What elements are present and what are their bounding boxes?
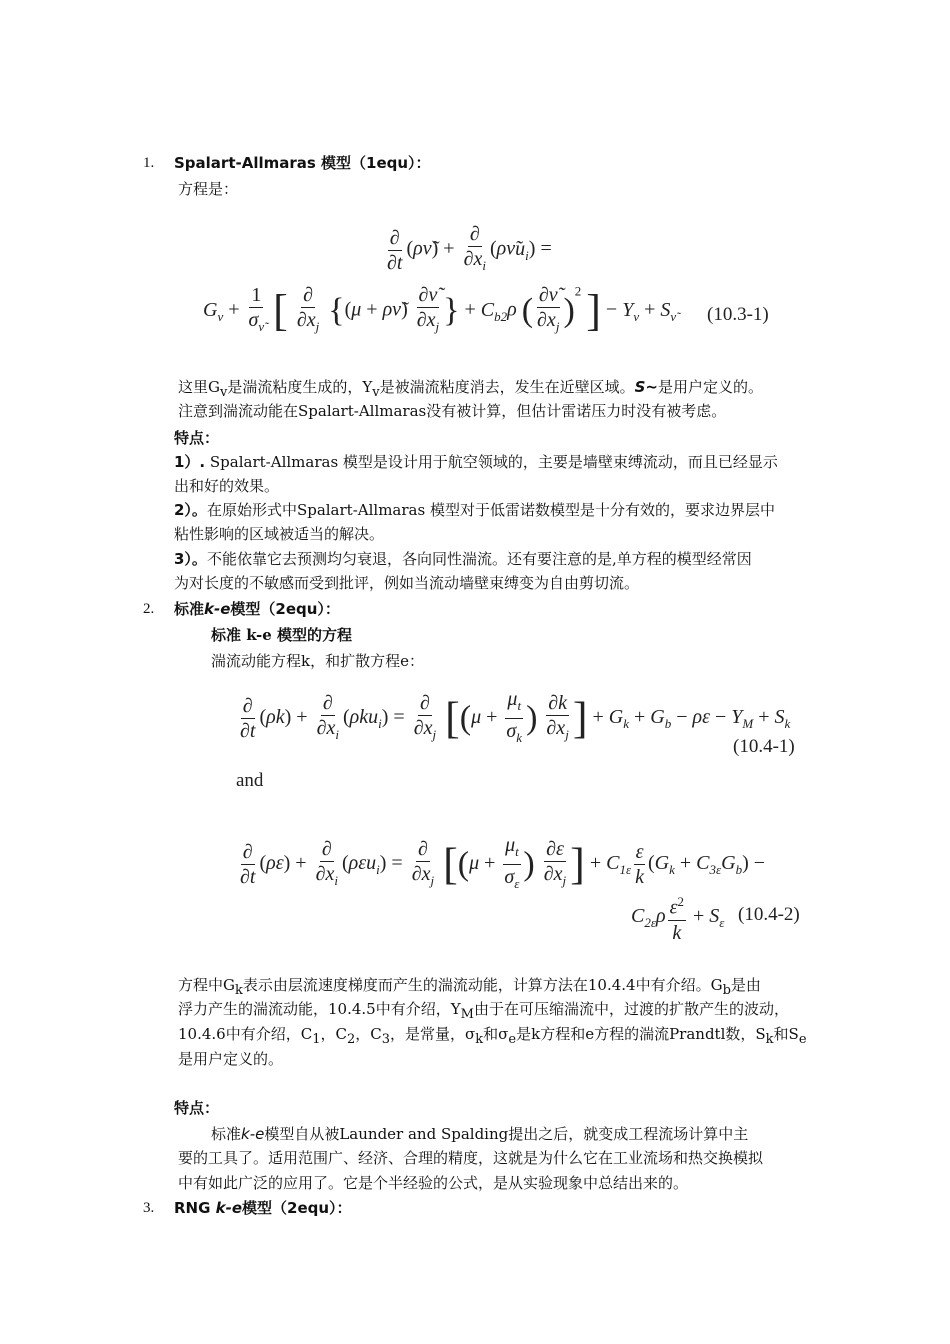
section-1-feature-2: 2）。在原始形式中Spalart-Allmaras 模型对于低雷诺数模型是十分有效的，要求边界层中 [174, 501, 775, 519]
section-2-heading: 标准k-e模型（2equ）： [174, 600, 340, 618]
equation-and-word: and [236, 770, 264, 791]
section-2-features-line-2: 要的工具了。适用范围广、经济、合理的精度，这就是为什么它在工业流场和热交换模拟 [178, 1149, 764, 1167]
section-2-subtitle: 标准 k-e 模型的方程 [211, 626, 352, 644]
section-1-intro: 方程是： [178, 180, 239, 198]
section-1-para-1: 这里$G_v$是湍流粘度生成的，$Y_v$是被湍流粘度消去，发生在近壁区域。S~是用户定义的。 [178, 378, 764, 400]
section-3-heading: RNG k-e模型（2equ）： [174, 1199, 352, 1217]
equation-10-3-1-tag: (10.3-1) [707, 304, 769, 325]
section-1-feature-3-cont: 为对长度的不敏感而受到批评，例如当流动墙壁束缚变为自由剪切流。 [174, 574, 640, 592]
section-1-heading: Spalart-Allmaras 模型（1equ）： [174, 154, 431, 172]
equation-10-4-2-line2: $C_{2\varepsilon}\rho$ $\frac{\varepsilon^2}{k}$ + $S_\varepsilon$ [631, 890, 724, 945]
section-2-features-heading: 特点： [174, 1099, 220, 1117]
list-number-1: 1. [143, 155, 155, 171]
section-1-features-heading: 特点： [174, 429, 220, 447]
list-number-2: 2. [143, 601, 155, 617]
section-2-intro: 湍流动能方程k，和扩散方程e： [211, 652, 424, 670]
equation-10-3-1-line2: $G_\nu$ + $\frac{1}{\sigma_{\nũ}}$ [ $\frac{\partial}{\partial x_j}$ {(μ + ρν̃) $\frac{\partial\nũ}{\partial x_j}$ } + $C_{b2}\rho$ ( $\frac{\partial\nũ}{\partial x_j}$ )$^2$ ] − $Y_\nu + S_{\nũ}$ [203, 283, 677, 335]
list-number-3: 3. [143, 1200, 155, 1216]
section-2-para-4: 是用户定义的。 [178, 1050, 284, 1068]
section-2-features-line-1: 标准k-e模型自从被Launder and Spalding提出之后，就变成工程流场计算中主 [211, 1125, 749, 1143]
section-2-para-1: 方程中$G_k$表示由层流速度梯度而产生的湍流动能，计算方法在10.4.4中有介绍。$G_b$是由 [178, 976, 761, 998]
equation-10-4-1-tag: (10.4-1) [733, 736, 795, 757]
section-1-feature-3: 3）。不能依靠它去预测均匀衰退，各向同性湍流。还有要注意的是,单方程的模型经常因 [174, 550, 752, 568]
section-1-feature-2-cont: 粘性影响的区域被适当的解决。 [174, 525, 385, 543]
section-1-feature-1-cont: 出和好的效果。 [174, 477, 280, 495]
section-1-para-2: 注意到湍流动能在Spalart-Allmaras没有被计算，但估计雷诺压力时没有被考虑。 [178, 402, 727, 420]
section-2-para-2: 浮力产生的湍流动能，10.4.5中有介绍，$Y_M$由于在可压缩湍流中，过渡的扩散产生的波动， [178, 1000, 789, 1022]
section-1-feature-1: 1）. Spalart-Allmaras 模型是设计用于航空领域的，主要是墙壁束缚流动，而且已经显示 [174, 453, 778, 471]
section-2-features-line-3: 中有如此广泛的应用了。它是个半经验的公式，是从实验现象中总结出来的。 [178, 1174, 689, 1192]
equation-10-4-1: $\frac{\partial}{\partial t}$ (ρk) + $\frac{\partial}{\partial x_i}$ (ρku$_i$) = $\frac{\partial}{\partial x_j}$ [(μ + $\frac{\mu_t}{\sigma_k}$ ) $\frac{\partial k}{\partial x_j}$ ] + $G_k + G_b - \rho\varepsilon - Y_M + S_k$ [240, 688, 791, 745]
equation-10-4-2-line1: $\frac{\partial}{\partial t}$ (ρε) + $\frac{\partial}{\partial x_i}$ (ρεu$_i$) = $\frac{\partial}{\partial x_j}$ [(μ + $\frac{\mu_t}{\sigma_\varepsilon}$ ) $\frac{\partial\varepsilon}{\partial x_j}$ ] + $C_{1\varepsilon}$ $\frac{\varepsilon}{k}$ $(G_k + C_{3\varepsilon}G_b)$ − [240, 834, 766, 891]
equation-10-3-1-line1: $\frac{\partial}{\partial t}$ (ρν̃) + $\frac{\partial}{\partial x_i}$ $(\rho\nũu_i)$ = [387, 223, 552, 274]
equation-10-4-2-tag: (10.4-2) [738, 904, 800, 925]
section-2-para-3: 10.4.6中有介绍，$C_1$，$C_2$，$C_3$，是常量，$\sigma_k$和$\sigma_e$是k方程和e方程的湍流Prandtl数，$S_k$和$S_e$ [178, 1025, 807, 1047]
